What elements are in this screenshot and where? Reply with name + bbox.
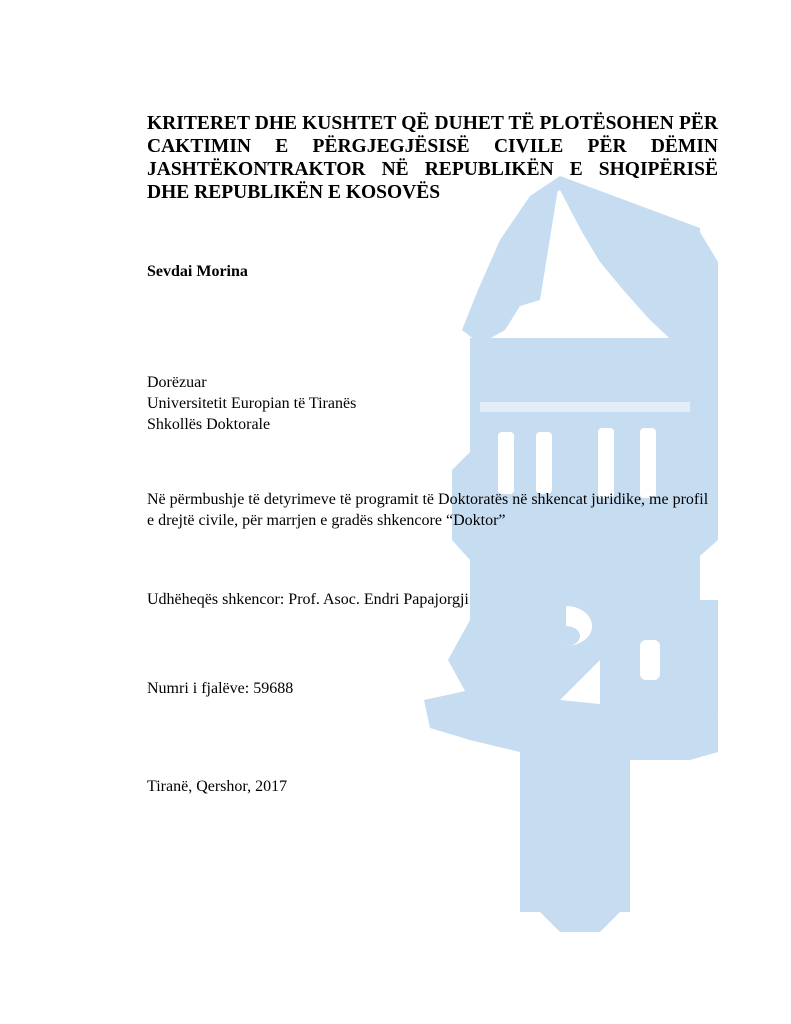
university-name: Universitetit Europian të Tiranës — [147, 395, 357, 412]
submitted-label: Dorëzuar — [147, 374, 207, 391]
place-date: Tiranë, Qershor, 2017 — [147, 778, 288, 795]
submission-block — [147, 372, 356, 435]
author-name: Sevdai Morina — [147, 263, 248, 280]
word-count: Numri i fjalëve: 59688 — [147, 680, 294, 697]
supervisor-line: Udhëheqës shkencor: Prof. Asoc. Endri Papajorgji — [147, 591, 469, 608]
thesis-title: KRITERET DHE KUSHTET QË DUHET TË PLOTËSOHEN PËR CAKTIMIN E PËRGJEGJËSISË CIVILE PËR DËMIN JASHTËKONTRAKTOR NË REPUBLIKËN E SHQIPËRISË DHE REPUBLIKËN E KOSOVËS — [147, 113, 718, 203]
school-name: Shkollës Doktorale — [147, 416, 271, 433]
fulfillment-statement: Në përmbushje të detyrimeve të programit të Doktoratës në shkencat juridike, me profil e drejtë civile, për marrjen e gradës shkencore “Doktor” — [147, 491, 709, 529]
